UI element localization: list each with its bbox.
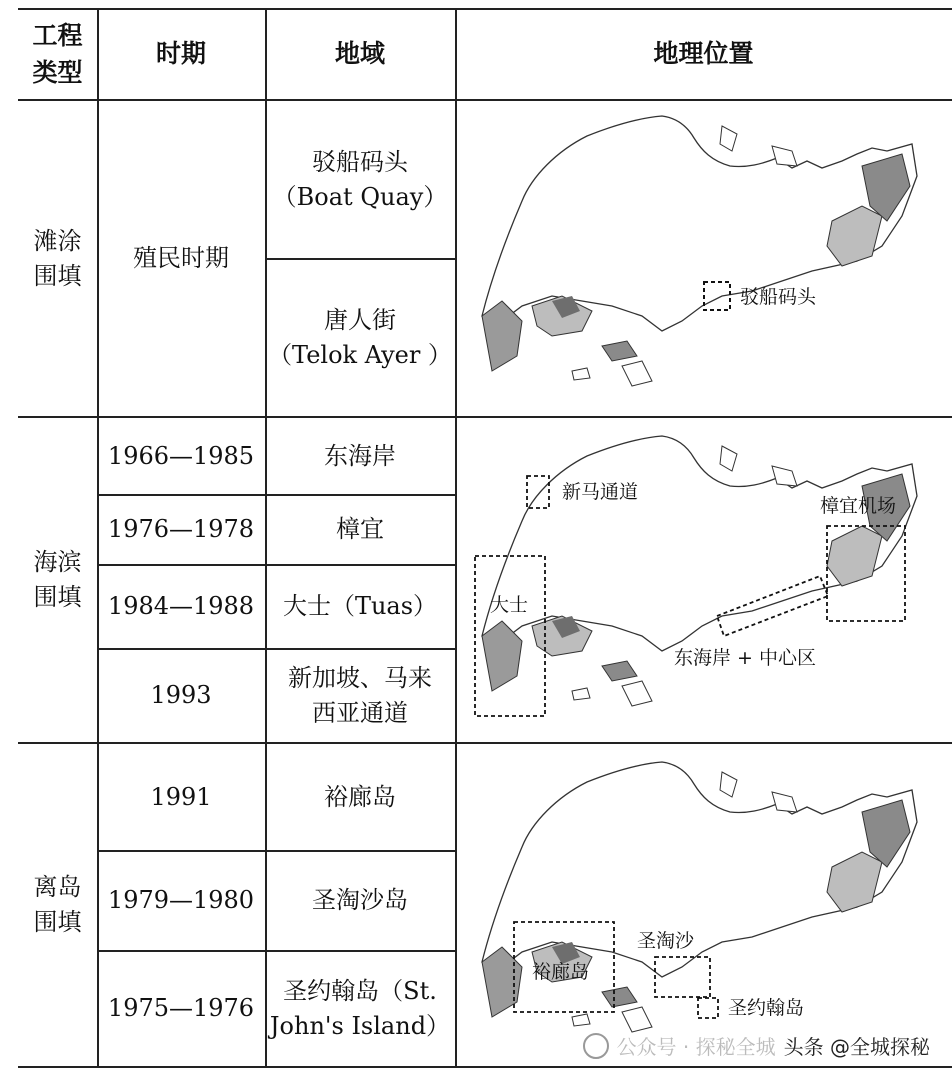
map-label: 大士 bbox=[490, 594, 529, 616]
header-region: 地域 bbox=[334, 39, 385, 69]
region-cell: 圣淘沙岛 bbox=[312, 886, 408, 915]
map-label: 新马通道 bbox=[562, 481, 639, 503]
map-label: 东海岸 + 中心区 bbox=[674, 647, 816, 669]
period-cell: 1976—1978 bbox=[107, 515, 255, 544]
map-label: 樟宜机场 bbox=[820, 495, 897, 517]
period-cell: 1979—1980 bbox=[107, 886, 255, 915]
period-cell: 1975—1976 bbox=[107, 994, 255, 1023]
header-period: 时期 bbox=[155, 39, 206, 69]
singapore-outline bbox=[482, 762, 917, 1032]
watermark bbox=[583, 1031, 930, 1060]
singapore-outline bbox=[482, 116, 917, 386]
type-cell-island: 离岛 围填 bbox=[33, 873, 82, 936]
period-cell: 1993 bbox=[150, 681, 212, 710]
period-cell: 1991 bbox=[150, 782, 212, 811]
watermark-faint-text: 公众号 · 探秘全城 bbox=[616, 1035, 776, 1059]
period-cell: 1966—1985 bbox=[107, 441, 255, 470]
type-cell-tidal: 滩涂 围填 bbox=[33, 226, 82, 290]
region-cell: 大士（Tuas） bbox=[282, 592, 438, 621]
region-cell: 唐人街 （Telok Ayer ） bbox=[268, 305, 452, 369]
map-label: 圣约翰岛 bbox=[728, 997, 805, 1019]
period-cell: 1984—1988 bbox=[107, 592, 255, 621]
singapore-map-coastal bbox=[462, 426, 948, 736]
singapore-map-tidal bbox=[462, 106, 948, 412]
map-label: 圣淘沙 bbox=[637, 930, 695, 952]
header-location: 地理位置 bbox=[653, 39, 754, 69]
region-cell: 圣约翰岛（St. John's Island） bbox=[269, 976, 451, 1040]
wechat-icon bbox=[583, 1033, 609, 1059]
table-bottom-border bbox=[18, 1066, 952, 1068]
type-cell-coastal: 海滨 围填 bbox=[33, 548, 82, 611]
region-cell: 驳船码头 （Boat Quay） bbox=[272, 147, 448, 211]
map-label: 裕廊岛 bbox=[532, 961, 590, 983]
header-type: 工程 类型 bbox=[32, 21, 83, 87]
singapore-map-island bbox=[462, 752, 948, 1058]
region-cell: 东海岸 bbox=[324, 441, 396, 470]
map-label: 驳船码头 bbox=[740, 286, 817, 308]
region-cell: 裕廊岛 bbox=[324, 782, 396, 811]
period-cell: 殖民时期 bbox=[133, 244, 229, 273]
region-cell: 樟宜 bbox=[336, 515, 384, 544]
region-cell: 新加坡、马来 西亚通道 bbox=[288, 663, 432, 727]
column-divider bbox=[455, 8, 457, 1068]
watermark-text: 头条 @全城探秘 bbox=[783, 1035, 930, 1059]
